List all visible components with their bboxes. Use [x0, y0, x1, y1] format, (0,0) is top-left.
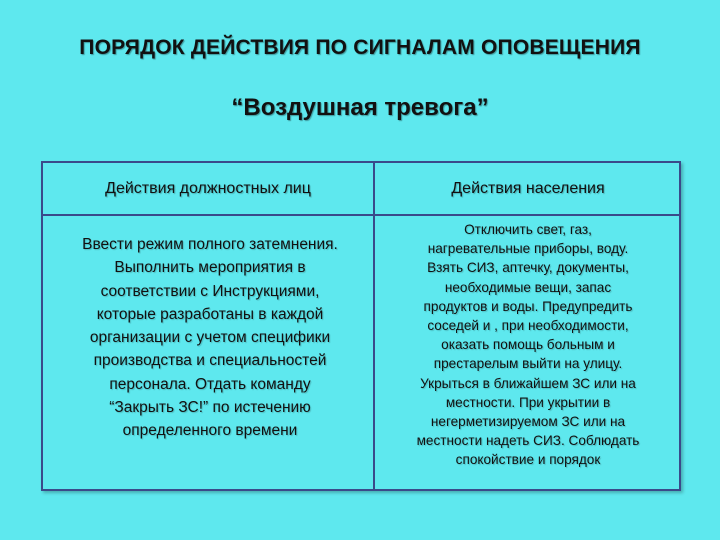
population-line: нагревательные приборы, воду.	[427, 241, 629, 257]
population-line: продуктов и воды. Предупредить	[423, 298, 633, 314]
population-line: местности. При укрытии в	[445, 394, 611, 410]
slide-title: ПОРЯДОК ДЕЙСТВИЯ ПО СИГНАЛАМ ОПОВЕЩЕНИЯ	[79, 36, 641, 59]
officials-actions-cell	[47, 233, 373, 443]
population-line: оказать помощь больным и	[441, 337, 615, 353]
population-line: спокойствие и порядок	[455, 452, 601, 468]
header-divider	[43, 214, 679, 216]
slide-subtitle: “Воздушная тревога”	[231, 94, 489, 121]
population-line: соседей и , при необходимости,	[427, 318, 629, 334]
population-line: Отключить свет, газ,	[464, 222, 592, 237]
officials-line: Выполнить мероприятия в	[114, 259, 306, 277]
population-line: Укрыться в ближайшем ЗС или на	[420, 375, 636, 391]
population-actions-cell	[377, 220, 679, 470]
officials-line: организации с учетом специфики	[89, 329, 331, 347]
officials-line: определенного времени	[122, 422, 298, 440]
population-line: престарелым выйти на улицу.	[433, 356, 623, 372]
officials-line: которые разработаны в каждой	[96, 305, 324, 323]
officials-line: производства и специальностей	[93, 352, 327, 370]
header-population: Действия населения	[451, 179, 605, 197]
officials-line: “Закрыть ЗС!” по истечению	[109, 399, 311, 417]
population-line: Взять СИЗ, аптечку, документы,	[427, 260, 629, 276]
officials-line: персонала. Отдать команду	[109, 375, 311, 393]
officials-line: соответствии с Инструкциями,	[100, 282, 320, 300]
population-line: местности надеть СИЗ. Соблюдать	[416, 433, 640, 449]
header-officials: Действия должностных лиц	[105, 179, 311, 197]
population-line: необходимые вещи, запас	[444, 279, 612, 295]
population-line: негерметизируемом ЗС или на	[430, 414, 626, 430]
actions-table	[41, 161, 681, 491]
officials-line: Ввести режим полного затемнения.	[82, 236, 338, 253]
